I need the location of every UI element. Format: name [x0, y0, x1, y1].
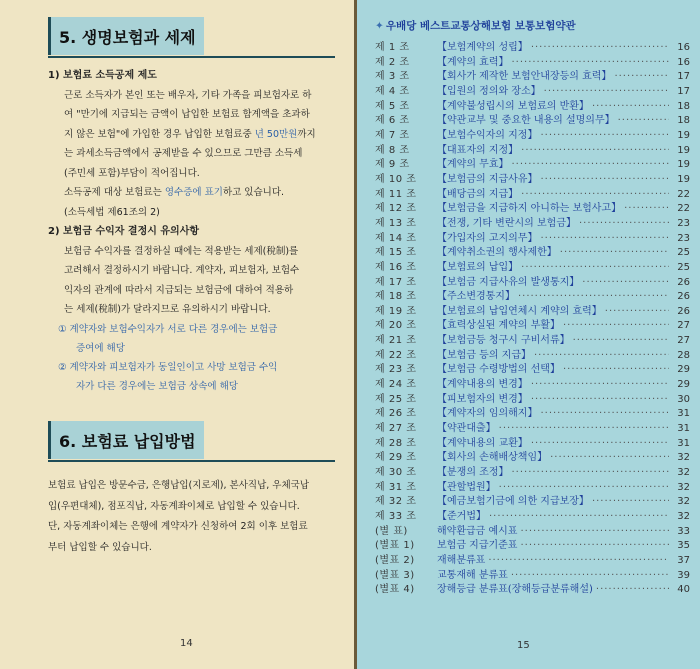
article-number: 제 10 조: [375, 173, 417, 185]
article-title: 【계약내용의 변경】: [437, 379, 528, 391]
article-title: 【계약의 효력】: [437, 56, 509, 68]
law-reference: (소득세법 제61조의 2): [64, 206, 160, 218]
page-number: 15: [517, 640, 530, 651]
article-number: 제 5 조: [375, 100, 410, 112]
article-page: 29: [677, 364, 690, 376]
article-title: 【계약자의 임의해지】: [437, 408, 538, 420]
article-page: 16: [677, 56, 690, 68]
toc-entry: [375, 434, 690, 449]
right-page: [357, 0, 700, 669]
list-item-continuation: 자가 다른 경우에는 보험금 상속에 해당: [76, 380, 238, 392]
article-page: 18: [677, 100, 690, 112]
article-number: 제 16 조: [375, 261, 417, 273]
article-number: 제 6 조: [375, 115, 410, 127]
page-number: 14: [180, 638, 193, 649]
paragraph-deduction: [48, 86, 344, 223]
leader-dots: [534, 350, 669, 361]
article-number: (별표 2): [375, 554, 415, 566]
article-number: 제 13 조: [375, 217, 417, 229]
article-page: 33: [677, 525, 690, 537]
text-line: (주민세 포함)부담이 적어집니다.: [64, 167, 200, 179]
toc-entry: [375, 346, 690, 361]
article-number: (별 표): [375, 525, 408, 537]
article-title: 【보험금 지급사유의 발생통지】: [437, 276, 580, 288]
toc-entry: [375, 258, 690, 273]
toc-entry: [375, 463, 690, 478]
article-page: 25: [677, 247, 690, 259]
toc-entry: [375, 507, 690, 522]
toc-entry: [375, 53, 690, 68]
article-title: 【분쟁의 조정】: [437, 467, 509, 479]
article-title: 【가입자의 고지의무】: [437, 232, 538, 244]
toc-entry: [375, 390, 690, 405]
leader-dots: [573, 335, 669, 346]
beneficiary-cases-list: [48, 320, 344, 396]
article-number: (별표 3): [375, 569, 415, 581]
article-page: 29: [677, 379, 690, 391]
article-title: 【관할법원】: [437, 481, 496, 493]
article-number: 제 3 조: [375, 71, 410, 83]
text-line: 보험료 납입은 방문수금, 은행납입(지로제), 본사직납, 우체국납: [48, 480, 309, 491]
toc-entry: [375, 536, 690, 551]
text-line: 근로 소득자가 본인 또는 배우자, 기타 가족을 피보험자로 하: [64, 89, 312, 101]
subsection-title-deduction: 1) 보험료 소득공제 제도: [48, 70, 157, 81]
leader-dots: [618, 115, 669, 126]
article-page: 35: [677, 540, 690, 552]
article-page: 32: [677, 481, 690, 493]
highlight-amount: 년 50만원: [254, 128, 298, 140]
toc-entry: [375, 199, 690, 214]
article-page: 26: [677, 305, 690, 317]
article-number: 제 20 조: [375, 320, 417, 332]
article-title: 장해등급 분류표(장해등급분류해설): [437, 584, 593, 596]
toc-entry: [375, 170, 690, 185]
article-number: 제 2 조: [375, 56, 410, 68]
leader-dots: [531, 438, 669, 449]
article-number: 제 11 조: [375, 188, 417, 200]
section-heading-payment: 6. 보험료 납입방법: [48, 421, 204, 459]
article-page: 28: [677, 349, 690, 361]
list-item-continuation: 증여에 해당: [76, 342, 125, 354]
article-title: 해약환급금 예시표: [437, 525, 518, 537]
leader-dots: [579, 218, 669, 229]
article-number: 제 14 조: [375, 232, 417, 244]
leader-dots: [499, 423, 669, 434]
article-page: 26: [677, 276, 690, 288]
article-page: 17: [677, 71, 690, 83]
leader-dots: [511, 57, 669, 68]
leader-dots: [544, 86, 669, 97]
star-icon: ✦: [375, 20, 384, 32]
toc-entry: [375, 580, 690, 595]
article-page: 31: [677, 423, 690, 435]
article-number: 제 21 조: [375, 335, 417, 347]
toc-entry: [375, 185, 690, 200]
section-payment-body: [48, 476, 344, 558]
article-title: 【보험금을 지급하지 아니하는 보험사고】: [437, 203, 622, 215]
article-number: 제 25 조: [375, 393, 417, 405]
leader-dots: [489, 511, 669, 522]
leader-dots: [520, 540, 669, 551]
toc-entry: [375, 67, 690, 82]
article-number: 제 32 조: [375, 496, 417, 508]
leader-dots: [563, 320, 669, 331]
article-number: 제 28 조: [375, 437, 417, 449]
article-number: 제 22 조: [375, 349, 417, 361]
toc-entry: [375, 126, 690, 141]
toc-entry: [375, 302, 690, 317]
toc-entry: [375, 97, 690, 112]
article-title: 【피보험자의 변경】: [437, 393, 528, 405]
paragraph-beneficiary: [48, 242, 344, 320]
article-title: 【예금보험기금에 의한 지급보장】: [437, 496, 589, 508]
article-page: 40: [677, 584, 690, 596]
article-number: 제 15 조: [375, 247, 417, 259]
text-line: 보험금 수익자를 결정하실 때에는 적용받는 세제(稅制)를: [64, 245, 299, 257]
leader-dots: [624, 203, 669, 214]
article-page: 25: [677, 261, 690, 273]
leader-dots: [540, 130, 669, 141]
article-page: 32: [677, 452, 690, 464]
leader-dots: [520, 526, 669, 537]
article-page: 27: [677, 335, 690, 347]
leader-dots: [605, 306, 669, 317]
article-title: 【계약의 무효】: [437, 159, 509, 171]
text-line: 소득공제 대상 보험료는 영수증에 표기하고 있습니다.: [64, 187, 285, 198]
article-title: 【배당금의 지급】: [437, 188, 519, 200]
toc-entry: [375, 316, 690, 331]
highlight-receipt: 영수증에 표기: [164, 187, 223, 198]
section-rule: [48, 460, 335, 462]
article-number: 제 17 조: [375, 276, 417, 288]
article-title: 보험금 지급기준표: [437, 540, 518, 552]
leader-dots: [488, 555, 669, 566]
article-page: 19: [677, 129, 690, 141]
leader-dots: [499, 482, 669, 493]
text-line: 는 세제(稅制)가 달라지므로 유의하시기 바랍니다.: [64, 304, 271, 315]
toc-entry: [375, 229, 690, 244]
toc-entry: [375, 287, 690, 302]
article-title: 【보험수익자의 지정】: [437, 129, 538, 141]
article-page: 18: [677, 115, 690, 127]
page-header: ✦ 우배당 베스트교통상해보험 보통보험약관: [375, 20, 576, 32]
article-number: 제 12 조: [375, 203, 417, 215]
toc-entry: [375, 141, 690, 156]
article-number: 제 8 조: [375, 144, 410, 156]
article-number: 제 24 조: [375, 379, 417, 391]
toc-entry: [375, 214, 690, 229]
leader-dots: [592, 101, 669, 112]
toc-entry: [375, 492, 690, 507]
list-item: ① 계약자와 보험수익자가 서로 다른 경우에는 보험금: [58, 323, 278, 335]
toc-entry: [375, 111, 690, 126]
text-line: 부터 납입할 수 있습니다.: [48, 541, 152, 553]
text-line: 단, 자동계좌이체는 은행에 계약자가 신청하여 2회 이후 보험료: [48, 521, 308, 532]
toc-entry: [375, 566, 690, 581]
toc-entry: [375, 273, 690, 288]
leader-dots: [511, 570, 669, 581]
leader-dots: [582, 277, 669, 288]
section-heading-tax: 5. 생명보험과 세제: [48, 17, 204, 55]
article-title: 【보험료의 납입】: [437, 261, 519, 273]
article-number: 제 31 조: [375, 481, 417, 493]
toc-entry: [375, 155, 690, 170]
text-line: 고려해서 결정하시기 바랍니다. 계약자, 피보험자, 보험수: [64, 265, 300, 276]
toc-entry: [375, 551, 690, 566]
article-title: 【입원의 정의와 장소】: [437, 85, 541, 97]
article-title: 【준거법】: [437, 511, 486, 522]
leader-dots: [540, 408, 669, 419]
leader-dots: [596, 584, 669, 595]
toc-entry: [375, 478, 690, 493]
article-page: 22: [677, 203, 690, 215]
toc-entry: [375, 331, 690, 346]
leader-dots: [531, 42, 669, 53]
article-number: 제 7 조: [375, 129, 410, 141]
article-number: 제 1 조: [375, 42, 410, 53]
article-number: 제 4 조: [375, 85, 410, 97]
article-number: 제 26 조: [375, 408, 417, 420]
article-number: 제 19 조: [375, 305, 417, 317]
leader-dots: [592, 496, 669, 507]
article-title: 【회사의 손해배상책임】: [437, 452, 548, 464]
article-page: 17: [677, 85, 690, 97]
toc-entry: [375, 404, 690, 419]
leader-dots: [521, 262, 669, 273]
article-number: 제 33 조: [375, 511, 417, 522]
leader-dots: [511, 159, 669, 170]
article-number: 제 23 조: [375, 364, 417, 376]
article-page: 32: [677, 467, 690, 479]
section-tax-body: [48, 66, 344, 396]
text-line: 익자의 관계에 따라서 지급되는 보험금에 대하여 적용하: [64, 284, 294, 296]
article-page: 22: [677, 188, 690, 200]
toc-entry: [375, 375, 690, 390]
toc-entry: [375, 360, 690, 375]
text-line: 여 "만기에 지급되는 금액이 납입한 보험료 합계액을 초과하: [64, 109, 310, 120]
article-title: 【약관대출】: [437, 423, 496, 435]
leader-dots: [531, 394, 669, 405]
leader-dots: [511, 467, 669, 478]
article-title: 【전쟁, 기타 변란시의 보험금】: [437, 217, 576, 229]
article-number: 제 9 조: [375, 159, 410, 171]
leader-dots: [521, 145, 669, 156]
article-title: 【보험금등 청구시 구비서류】: [437, 335, 570, 347]
subsection-title-beneficiary: 2) 보험금 수익자 결정시 유의사항: [48, 226, 200, 237]
article-page: 37: [677, 554, 690, 566]
article-title: 【대표자의 지정】: [437, 144, 519, 156]
article-page: 26: [677, 291, 690, 303]
article-page: 19: [677, 144, 690, 156]
article-title: 【계약취소권의 행사제한】: [437, 247, 557, 259]
article-title: 교통재해 분류표: [437, 569, 508, 581]
article-page: 31: [677, 437, 690, 449]
article-title: 【계약불성립시의 보험료의 반환】: [437, 100, 589, 112]
toc-entry: [375, 522, 690, 537]
article-page: 23: [677, 217, 690, 229]
leader-dots: [550, 452, 669, 463]
article-title: 【회사가 제작한 보험안내장등의 효력】: [437, 71, 612, 83]
toc-entry: [375, 448, 690, 463]
article-title: 재해분류표: [437, 554, 486, 566]
article-number: 제 18 조: [375, 291, 417, 303]
article-page: 39: [677, 569, 690, 581]
toc-entry: [375, 82, 690, 97]
article-title: 【보험료의 납입연체시 계약의 효력】: [437, 305, 602, 317]
article-number: 제 27 조: [375, 423, 417, 435]
leader-dots: [560, 247, 669, 258]
article-page: 19: [677, 173, 690, 185]
leader-dots: [540, 174, 669, 185]
article-page: 23: [677, 232, 690, 244]
article-title: 【효력상실된 계약의 부활】: [437, 320, 560, 332]
text-line: 입(우편대체), 점포직납, 자동계좌이체로 납입할 수 있습니다.: [48, 500, 300, 512]
article-title: 【약관교부 및 중요한 내용의 설명의무】: [437, 115, 615, 127]
article-title: 【주소변경통지】: [437, 291, 515, 303]
text-line: 는 과세소득금액에서 공제받을 수 있으므로 그만큼 소득세: [64, 148, 303, 159]
article-page: 27: [677, 320, 690, 332]
toc-entry: [375, 419, 690, 434]
leader-dots: [540, 233, 669, 244]
article-title: 【계약내용의 교환】: [437, 437, 528, 449]
toc-entry: [375, 243, 690, 258]
article-number: 제 29 조: [375, 452, 417, 464]
article-page: 30: [677, 393, 690, 405]
article-page: 31: [677, 408, 690, 420]
article-title: 【보험금 등의 지급】: [437, 349, 531, 361]
article-page: 16: [677, 42, 690, 53]
leader-dots: [518, 291, 669, 302]
list-item: ② 계약자와 피보험자가 동일인이고 사망 보험금 수익: [58, 361, 278, 373]
leader-dots: [563, 364, 669, 375]
article-number: 제 30 조: [375, 467, 417, 479]
article-number: (별표 1): [375, 540, 415, 552]
text-line: 지 않은 보험"에 가입한 경우 납입한 보험료중 년 50만원까지: [64, 128, 316, 140]
article-number: (별표 4): [375, 584, 415, 596]
article-page: 32: [677, 496, 690, 508]
table-of-contents: [375, 38, 690, 595]
leader-dots: [531, 379, 669, 390]
leader-dots: [521, 189, 669, 200]
leader-dots: [614, 71, 669, 82]
article-title: 【보험금의 지급사유】: [437, 173, 538, 185]
article-title: 【보험계약의 성립】: [437, 42, 528, 53]
article-page: 32: [677, 511, 690, 522]
article-title: 【보험금 수령방법의 선택】: [437, 364, 560, 376]
article-page: 19: [677, 159, 690, 171]
section-rule: [48, 56, 335, 58]
toc-entry: [375, 38, 690, 53]
